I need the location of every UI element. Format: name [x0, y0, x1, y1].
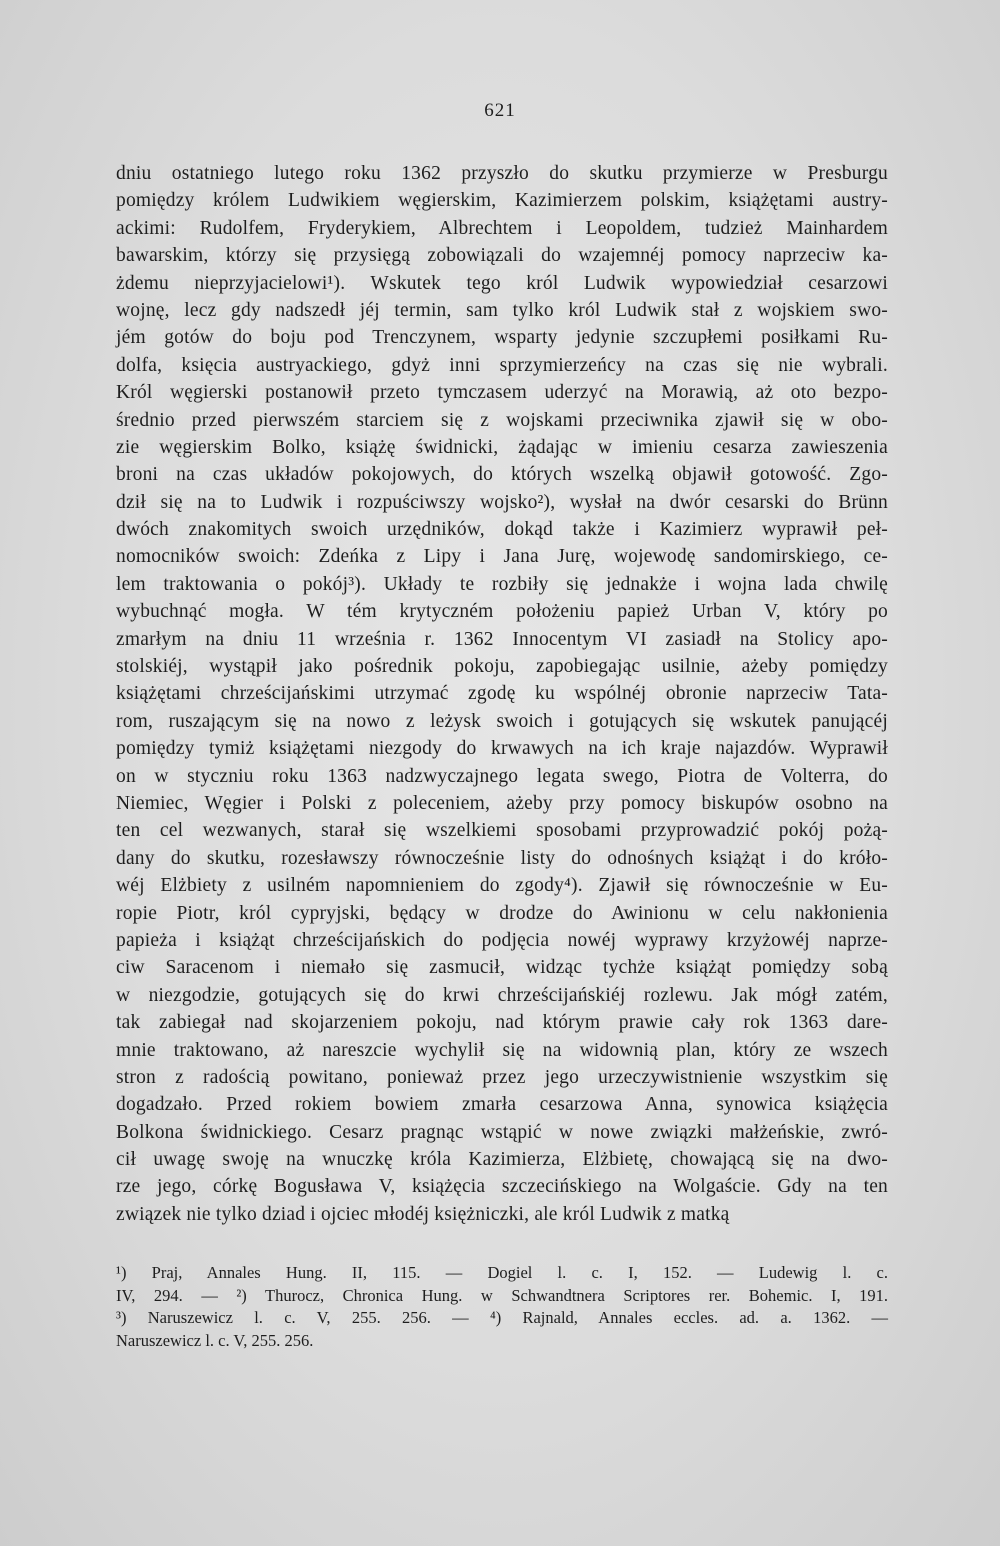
body-line: dolfa, księcia austryackiego, gdyż inni sprzymierzeńcy na czas się nie wybrali. — [116, 354, 888, 376]
body-line: mnie traktowano, aż nareszcie wychylił się na widownią plan, który ze wszech — [116, 1039, 888, 1061]
body-line: rom, ruszającym się na nowo z leżysk swoich i gotujących się wskutek panującéj — [116, 710, 888, 732]
body-line: średnio przed pierwszém starciem się z wojskami przeciwnika zjawił się w obo- — [116, 409, 888, 431]
body-line: tak zabiegał nad skojarzeniem pokoju, nad którym prawie cały rok 1363 dare- — [116, 1012, 888, 1034]
body-line: wéj Elżbiety z usilném napomnieniem do zgody⁴). Zjawił się równocześnie w Eu- — [116, 875, 888, 897]
body-line: ten cel wezwanych, starał się wszelkiemi sposobami przyprowadzić pokój pożą- — [116, 820, 888, 842]
body-line: zie węgierskim Bolko, książę świdnicki, żądając w imieniu cesarza zawieszenia — [116, 436, 888, 458]
body-line: Niemiec, Węgier i Polski z poleceniem, ażeby przy pomocy biskupów osobno na — [116, 792, 888, 814]
body-line: nomocników swoich: Zdeńka z Lipy i Jana Jurę, wojewodę sandomirskiego, ce- — [116, 546, 888, 568]
body-line: ciw Saracenom i niemało się zasmucił, widząc tychże książąt pomiędzy sobą — [116, 957, 888, 979]
footnotes — [116, 1262, 888, 1352]
body-line: dany do skutku, rozesławszy równocześnie listy do odnośnych książąt i do króło- — [116, 847, 888, 869]
body-line: dogadzało. Przed rokiem bowiem zmarła cesarzowa Anna, synowica książęcia — [116, 1094, 888, 1116]
footnote-line: ³) Naruszewicz l. c. V, 255. 256. — ⁴) Rajnald, Annales eccles. ad. a. 1362. — — [116, 1308, 888, 1327]
body-line: żdemu nieprzyjacielowi¹). Wskutek tego król Ludwik wypowiedział cesarzowi — [116, 272, 888, 294]
footnote-line: ¹) Praj, Annales Hung. II, 115. — Dogiel l. c. I, 152. — Ludewig l. c. — [116, 1263, 888, 1282]
body-line: broni na czas układów pokojowych, do których wszelką objawił gotowość. Zgo- — [116, 464, 888, 486]
footnote-line: Naruszewicz l. c. V, 255. 256. — [116, 1330, 314, 1350]
body-line: w niezgodzie, gotujących się do krwi chrześcijańskiéj rozlewu. Jak mógł zatém, — [116, 984, 888, 1006]
footnote-line: IV, 294. — ²) Thurocz, Chronica Hung. w Schwandtnera Scriptores rer. Bohemic. I, 191. — [116, 1285, 888, 1305]
body-line: on w styczniu roku 1363 nadzwyczajnego legata swego, Piotra de Volterra, do — [116, 765, 888, 787]
body-line: zmarłym na dniu 11 września r. 1362 Innocentym VI zasiadł na Stolicy apo- — [116, 628, 888, 650]
body-line: dził się na to Ludwik i rozpuściwszy wojsko²), wysłał na dwór cesarski do Brünn — [116, 491, 888, 513]
body-line: pomiędzy królem Ludwikiem węgierskim, Kazimierzem polskim, książętami austry- — [116, 190, 888, 212]
body-line: wybuchnąć mogła. W tém krytyczném położeniu papież Urban V, który po — [116, 601, 888, 623]
body-line: dwóch znakomitych swoich urzędników, dokąd także i Kazimierz wyprawił peł- — [116, 519, 888, 541]
body-text — [116, 160, 888, 1228]
body-line: dniu ostatniego lutego roku 1362 przyszło do skutku przymierze w Presburgu — [116, 163, 888, 184]
page-number: 621 — [484, 100, 516, 121]
body-line: Bolkona świdnickiego. Cesarz pragnąc wstąpić w nowe związki małżeńskie, zwró- — [116, 1121, 888, 1143]
body-line: związek nie tylko dziad i ojciec młodéj księżniczki, ale król Ludwik z matką — [116, 1203, 730, 1225]
body-line: książętami chrześcijańskimi utrzymać zgodę ku wspólnéj obronie naprzeciw Tata- — [116, 683, 888, 705]
body-line: ackimi: Rudolfem, Fryderykiem, Albrechtem i Leopoldem, tudzież Mainhardem — [116, 217, 888, 239]
body-line: ropie Piotr, król cypryjski, będący w drodze do Awinionu w celu nakłonienia — [116, 902, 888, 924]
body-line: pomiędzy tymiż książętami niezgody do krwawych na ich kraje najazdów. Wyprawił — [116, 738, 888, 760]
body-line: lem traktowania o pokój³). Układy te rozbiły się jednakże i wojna lada chwilę — [116, 573, 888, 595]
body-line: wojnę, lecz gdy nadszedł jéj termin, sam tylko król Ludwik stał z wojskiem swo- — [116, 299, 888, 321]
body-line: Król węgierski postanowił przeto tymczasem uderzyć na Morawią, aż oto bezpo- — [116, 382, 888, 404]
body-line: stron z radością powitano, ponieważ przez jego urzeczywistnienie wszystkim się — [116, 1066, 888, 1088]
body-line: bawarskim, którzy się przysięgą zobowiązali do wzajemnéj pomocy naprzeciw ka- — [116, 245, 888, 267]
body-line: jém gotów do boju pod Trenczynem, wsparty jedynie szczupłemi posiłkami Ru- — [116, 327, 888, 349]
body-line: rze jego, córkę Bogusława V, książęcia szczecińskiego na Wolgaście. Gdy na ten — [116, 1176, 888, 1198]
body-line: papieża i książąt chrześcijańskich do podjęcia nowéj wyprawy krzyżowéj naprze- — [116, 929, 888, 951]
body-line: cił uwagę swoję na wnuczkę króla Kazimierza, Elżbietę, chowającą się na dwo- — [116, 1149, 888, 1171]
body-line: stolskiéj, wystąpił jako pośrednik pokoju, zapobiegając usilnie, ażeby pomiędzy — [116, 656, 888, 678]
